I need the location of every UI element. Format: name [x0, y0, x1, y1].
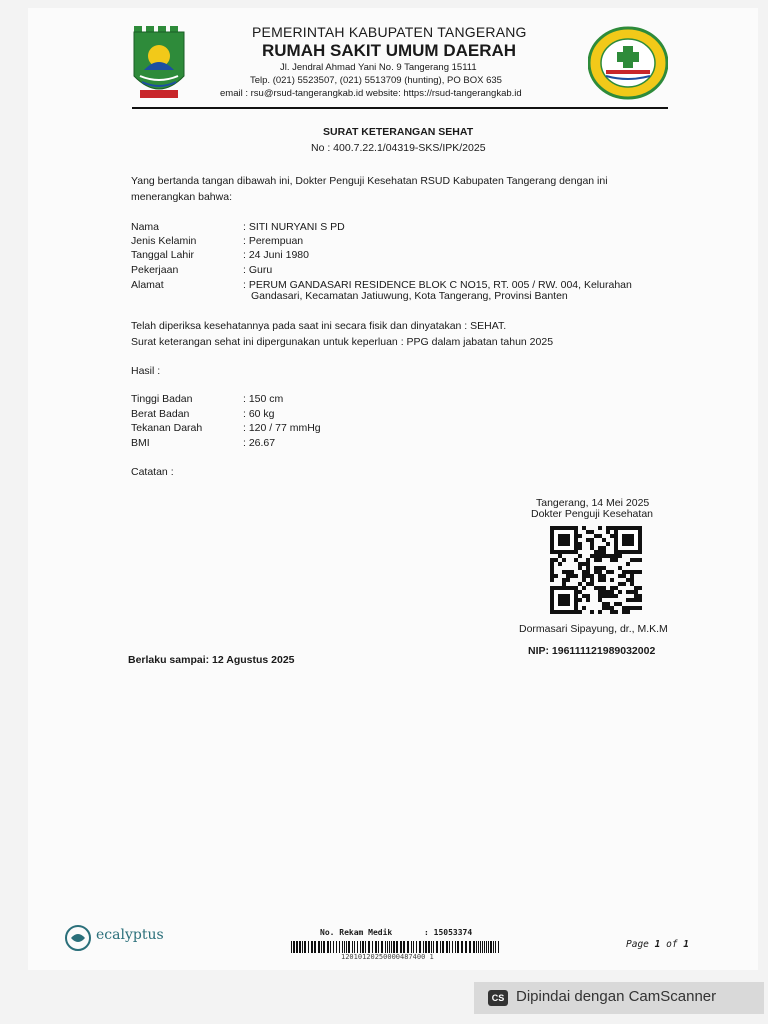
- result-label: Berat Badan: [131, 408, 190, 420]
- identity-value: : 24 Juni 1980: [243, 249, 309, 261]
- ecalyptus-logo: [64, 924, 174, 952]
- identity-value: : Guru: [243, 264, 273, 276]
- identity-value-continued: Gandasari, Kecamatan Jatiuwung, Kota Tangerang, Provinsi Banten: [251, 290, 568, 302]
- page-current: 1: [654, 939, 661, 950]
- page-label: Page: [626, 939, 649, 950]
- signature-place-date: Tangerang, 14 Mei 2025: [536, 497, 650, 509]
- record-value: : 15053374: [424, 928, 473, 937]
- statement-line-2: Surat keterangan sehat ini dipergunakan untuk keperluan : PPG dalam jabatan tahun 2025: [131, 336, 554, 348]
- result-label: BMI: [131, 437, 150, 449]
- page-total: 1: [683, 939, 690, 950]
- intro-line-2: menerangkan bahwa:: [131, 191, 232, 203]
- statement-line-1: Telah diperiksa kesehatannya pada saat ini secara fisik dan dinyatakan : SEHAT.: [131, 320, 507, 332]
- signature-role: Dokter Penguji Kesehatan: [531, 508, 653, 520]
- barcode-number: 12010120250000487400 1: [341, 953, 434, 961]
- identity-value: : Perempuan: [243, 235, 304, 247]
- result-label: Tinggi Badan: [131, 393, 193, 405]
- hospital-name: RUMAH SAKIT UMUM DAERAH: [262, 41, 517, 60]
- government-name: PEMERINTAH KABUPATEN TANGERANG: [252, 24, 527, 40]
- identity-label: Jenis Kelamin: [131, 235, 197, 247]
- result-value: : 60 kg: [243, 408, 275, 420]
- camscanner-text: Dipindai dengan CamScanner: [516, 988, 717, 1005]
- letter-title: SURAT KETERANGAN SEHAT: [323, 126, 474, 138]
- signature-nip: NIP: 196111121989032002: [528, 645, 656, 657]
- regency-crest-logo: [132, 24, 186, 104]
- result-value: : 150 cm: [243, 393, 284, 405]
- signature-name: Dormasari Sipayung, dr., M.K.M: [519, 623, 668, 635]
- validity-date: Berlaku sampai: 12 Agustus 2025: [128, 654, 295, 666]
- camscanner-watermark: [474, 982, 764, 1014]
- page-indicator: [626, 939, 689, 950]
- page-of: of: [666, 939, 678, 950]
- identity-label: Alamat: [131, 279, 164, 291]
- identity-label: Nama: [131, 221, 160, 233]
- hospital-emblem-logo: [588, 26, 668, 100]
- hospital-address: Jl. Jendral Ahmad Yani No. 9 Tangerang 15111: [280, 62, 477, 73]
- record-label: No. Rekam Medik: [320, 928, 393, 937]
- identity-label: Tanggal Lahir: [131, 249, 195, 261]
- camscanner-logo-icon: CS: [488, 990, 508, 1006]
- result-value: : 26.67: [243, 437, 276, 449]
- result-value: : 120 / 77 mmHg: [243, 422, 321, 434]
- ecalyptus-brand-text: ecalyptus: [96, 927, 164, 943]
- identity-value: : SITI NURYANI S PD: [243, 221, 345, 233]
- signature-qr-code: [550, 526, 642, 614]
- identity-label: Pekerjaan: [131, 264, 179, 276]
- letterhead-divider: [132, 107, 668, 109]
- identity-value: : PERUM GANDASARI RESIDENCE BLOK C NO15, RT. 005 / RW. 004, Kelurahan: [243, 279, 632, 291]
- intro-line-1: Yang bertanda tangan dibawah ini, Dokter Penguji Kesehatan RSUD Kabupaten Tangerang dengan ini: [131, 175, 608, 187]
- letter-number: No : 400.7.22.1/04319-SKS/IPK/2025: [311, 142, 486, 154]
- ecalyptus-leaf-icon: [64, 924, 92, 952]
- record-barcode: [291, 940, 501, 952]
- results-heading: Hasil :: [131, 365, 161, 377]
- hospital-phone: Telp. (021) 5523507, (021) 5513709 (hunting), PO BOX 635: [250, 75, 502, 86]
- notes-heading: Catatan :: [131, 466, 174, 478]
- hospital-contact: email : rsu@rsud-tangerangkab.id website: https://rsud-tangerangkab.id: [220, 88, 522, 99]
- result-label: Tekanan Darah: [131, 422, 203, 434]
